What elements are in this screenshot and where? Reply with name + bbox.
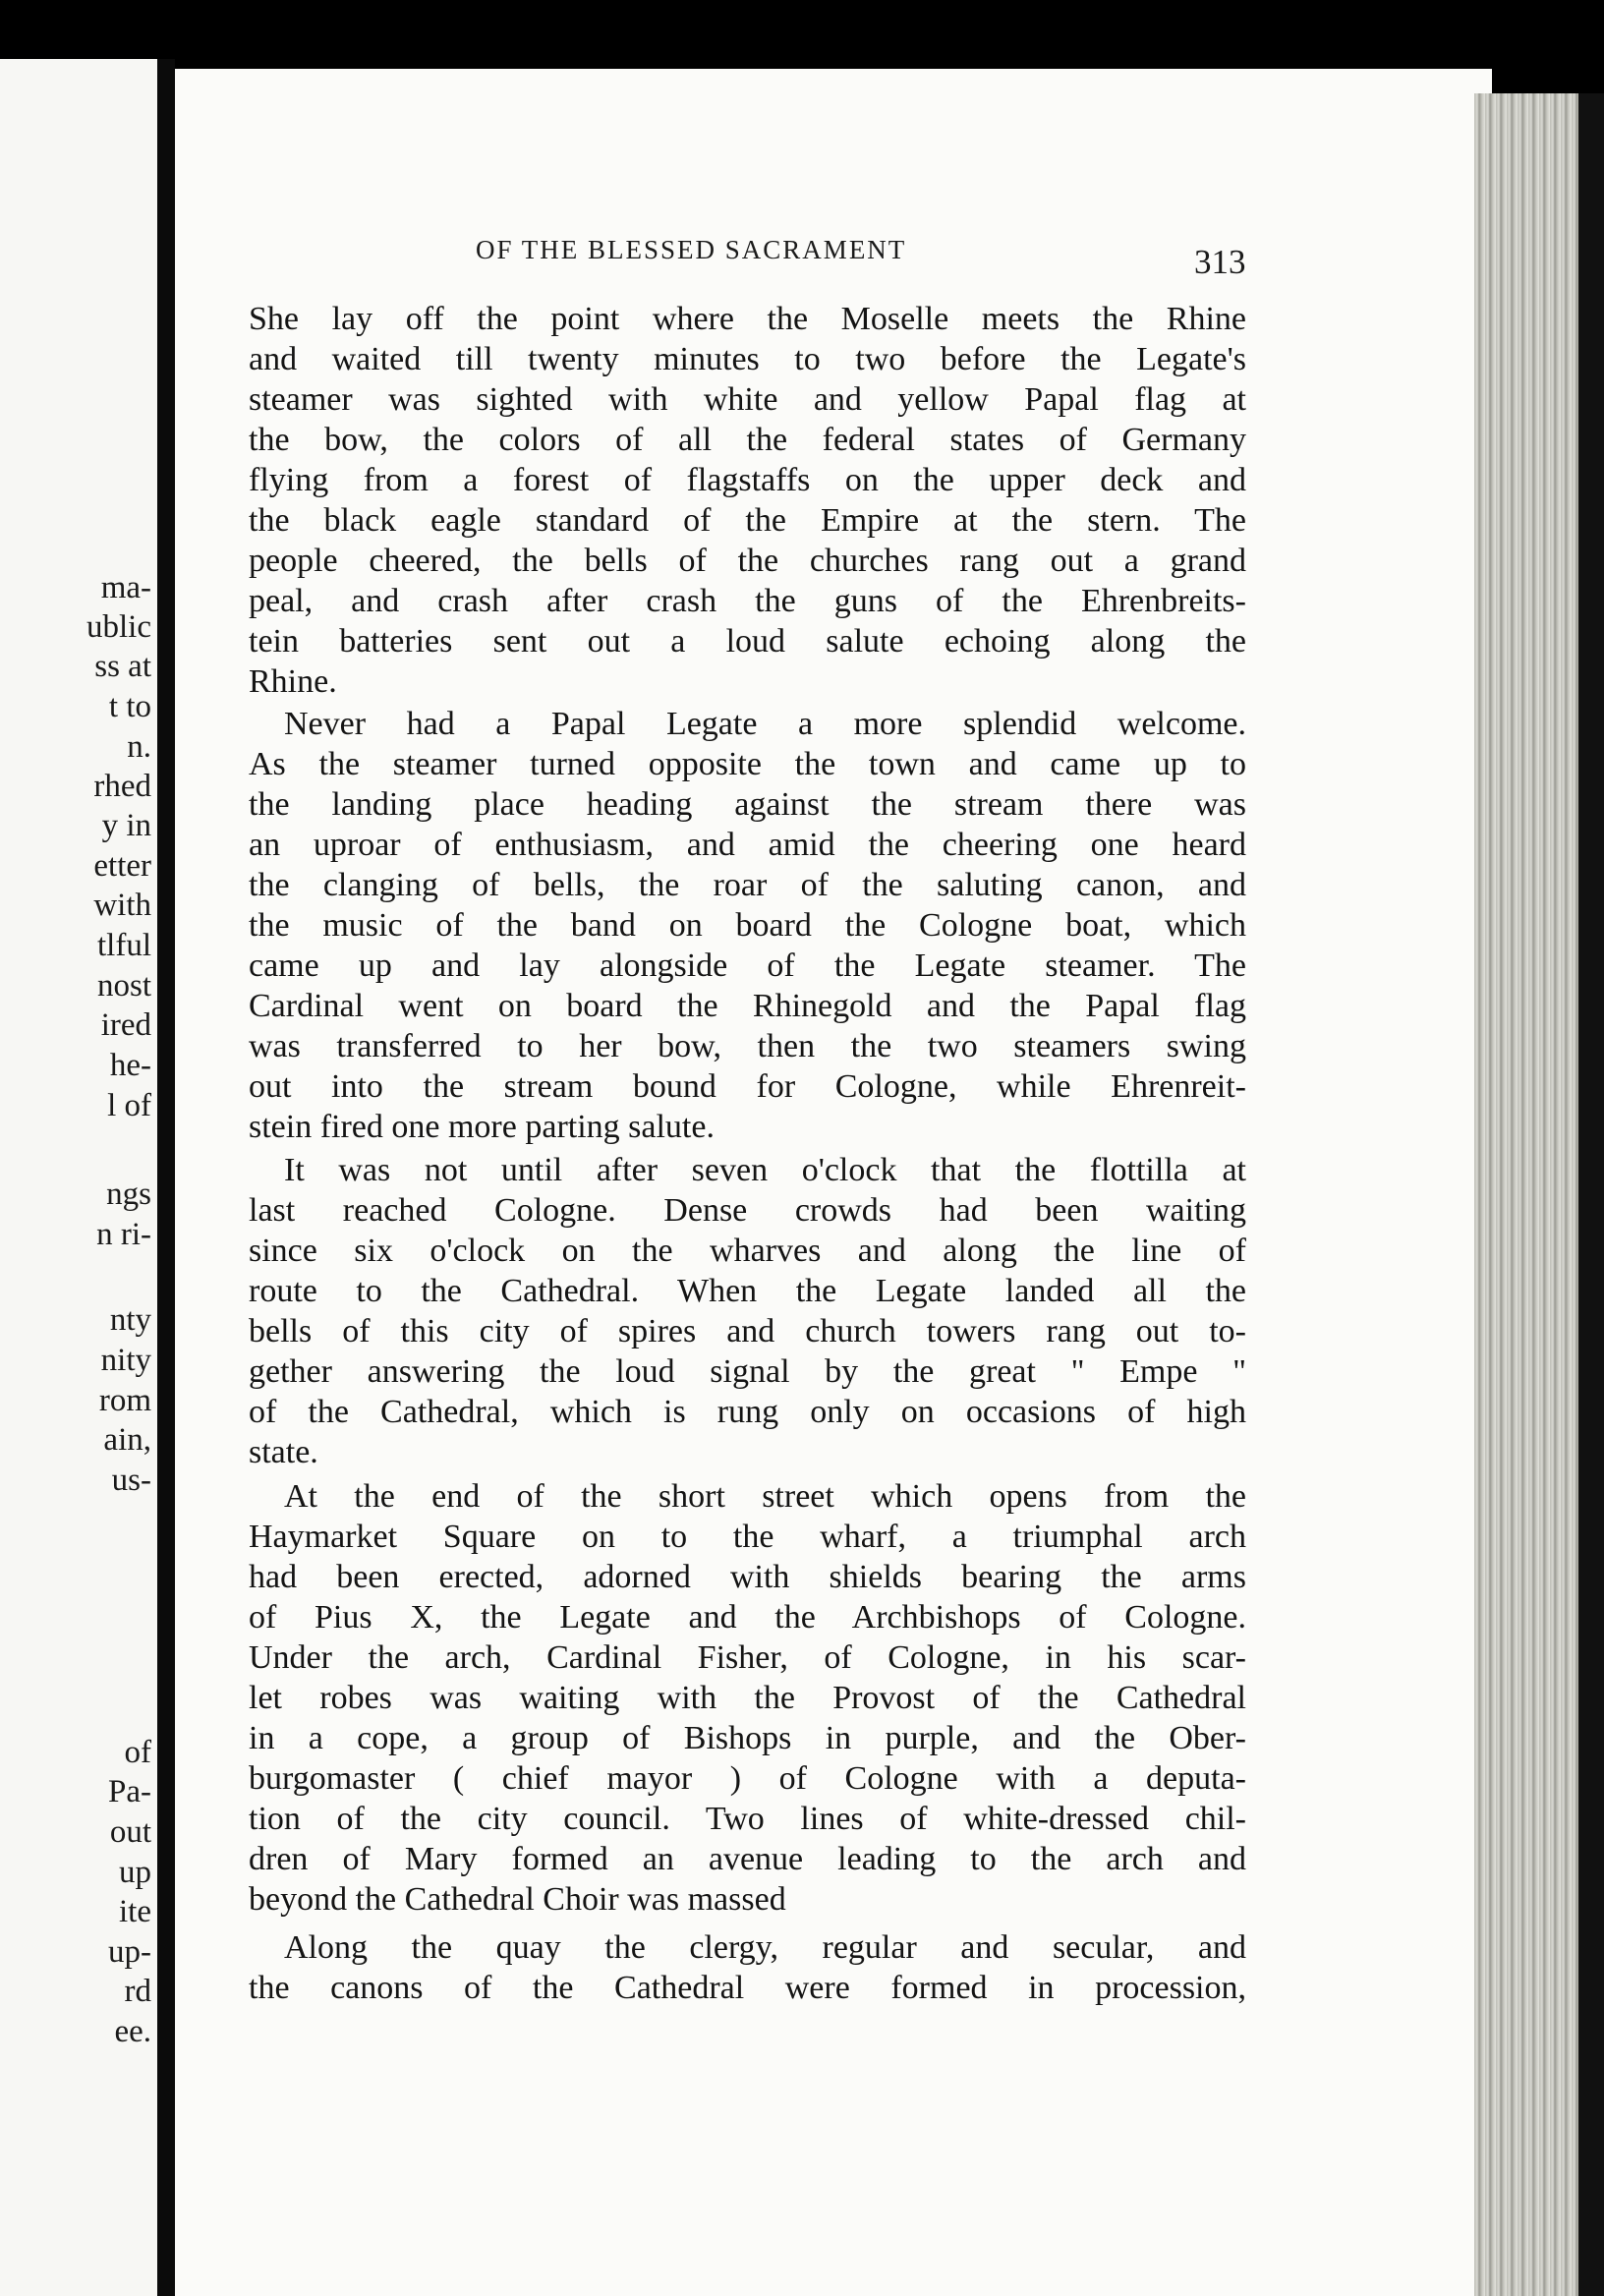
left-page-fragment: of	[124, 1735, 151, 1770]
left-page-fragment: up	[119, 1855, 151, 1890]
left-page-fragment: Pa-	[108, 1774, 151, 1809]
left-page-fragment: rd	[124, 1974, 151, 2009]
text-line: gether answering the loud signal by the great " Empe "	[249, 1353, 1246, 1390]
text-line: state.	[249, 1434, 318, 1470]
left-page-fragment: ublic	[86, 609, 151, 645]
left-page-fragment: t to	[108, 689, 151, 724]
text-line: Along the quay the clergy, regular and secular, and	[284, 1929, 1246, 1966]
left-page-fragment: ite	[119, 1894, 151, 1929]
text-line: last reached Cologne. Dense crowds had been waiting	[249, 1192, 1246, 1229]
text-line: flying from a forest of flagstaffs on the upper deck and	[249, 462, 1246, 498]
left-page-fragment: rhed	[93, 769, 151, 804]
left-page-fragment: ired	[100, 1007, 151, 1043]
text-line: the clanging of bells, the roar of the saluting canon, and	[249, 867, 1246, 903]
text-line: tion of the city council. Two lines of white-dressed chil-	[249, 1801, 1246, 1837]
left-page-fragment: ss at	[94, 649, 151, 684]
left-page-fragment: n.	[127, 729, 151, 765]
text-line: burgomaster ( chief mayor ) of Cologne with a deputa-	[249, 1760, 1246, 1797]
text-line: the black eagle standard of the Empire at the stern. The	[249, 502, 1246, 539]
text-line: was transferred to her bow, then the two steamers swing	[249, 1028, 1246, 1064]
text-line: Haymarket Square on to the wharf, a triumphal arch	[249, 1519, 1246, 1555]
left-page-fragment: nost	[96, 968, 151, 1004]
text-line: route to the Cathedral. When the Legate landed all the	[249, 1273, 1246, 1309]
text-line: It was not until after seven o'clock that the flottilla at	[284, 1152, 1246, 1188]
left-page-fragment: out	[109, 1814, 151, 1850]
text-line: dren of Mary formed an avenue leading to the arch and	[249, 1841, 1246, 1877]
text-line: in a cope, a group of Bishops in purple, and the Ober-	[249, 1720, 1246, 1756]
text-line: since six o'clock on the wharves and along the line of	[249, 1233, 1246, 1269]
text-line: Never had a Papal Legate a more splendid welcome.	[284, 706, 1246, 742]
text-line: steamer was sighted with white and yellow Papal flag at	[249, 381, 1246, 418]
left-page-fragment: y in	[101, 808, 151, 843]
text-line: peal, and crash after crash the guns of the Ehrenbreits-	[249, 583, 1246, 619]
left-page-fragment: he-	[109, 1048, 151, 1083]
page-edges	[1474, 93, 1582, 2296]
previous-page-fragment	[0, 59, 157, 2296]
text-line: Under the arch, Cardinal Fisher, of Cologne, in his scar-	[249, 1639, 1246, 1676]
text-line: the music of the band on board the Cologne boat, which	[249, 907, 1246, 944]
text-line: an uproar of enthusiasm, and amid the cheering one heard	[249, 827, 1246, 863]
left-page-fragment: rom	[98, 1383, 151, 1418]
left-page-fragment: ee.	[114, 2014, 151, 2049]
text-line: let robes was waiting with the Provost of the Cathedral	[249, 1680, 1246, 1716]
text-line: the bow, the colors of all the federal states of Germany	[249, 422, 1246, 458]
book-gutter	[157, 59, 175, 2296]
text-line: beyond the Cathedral Choir was massed	[249, 1881, 786, 1918]
text-line: and waited till twenty minutes to two before the Legate's	[249, 341, 1246, 377]
text-line: had been erected, adorned with shields bearing the arms	[249, 1559, 1246, 1595]
left-page-fragment: ngs	[106, 1177, 151, 1212]
text-line: bells of this city of spires and church towers rang out to-	[249, 1313, 1246, 1349]
text-line: She lay off the point where the Moselle meets the Rhine	[249, 301, 1246, 337]
text-line: At the end of the short street which opens from the	[284, 1478, 1246, 1515]
text-line: stein fired one more parting salute.	[249, 1109, 715, 1145]
text-line: came up and lay alongside of the Legate steamer. The	[249, 947, 1246, 984]
left-page-fragment: ma-	[100, 570, 151, 605]
running-head: OF THE BLESSED SACRAMENT	[476, 235, 907, 264]
left-page-fragment: ain,	[103, 1422, 151, 1458]
text-line: Rhine.	[249, 663, 337, 700]
text-line: tein batteries sent out a loud salute echoing along the	[249, 623, 1246, 660]
page-number: 313	[1194, 243, 1246, 281]
text-line: people cheered, the bells of the churches rang out a grand	[249, 543, 1246, 579]
text-line: of the Cathedral, which is rung only on occasions of high	[249, 1394, 1246, 1430]
left-page-fragment: n ri-	[96, 1217, 151, 1252]
text-line: the canons of the Cathedral were formed in procession,	[249, 1970, 1246, 2006]
page-edges-shadow	[1578, 93, 1604, 2296]
left-page-fragment: nty	[109, 1302, 151, 1338]
left-page-fragment: up-	[108, 1934, 151, 1970]
text-line: the landing place heading against the stream there was	[249, 786, 1246, 823]
left-page-fragment: with	[93, 888, 151, 923]
left-page-fragment: l of	[107, 1088, 151, 1123]
left-page-fragment: tlful	[97, 928, 151, 963]
text-line: out into the stream bound for Cologne, while Ehrenreit-	[249, 1068, 1246, 1105]
text-line: As the steamer turned opposite the town and came up to	[249, 746, 1246, 782]
left-page-fragment: nity	[100, 1343, 151, 1378]
left-page-fragment: us-	[111, 1463, 151, 1498]
text-line: Cardinal went on board the Rhinegold and the Papal flag	[249, 988, 1246, 1024]
text-line: of Pius X, the Legate and the Archbishops of Cologne.	[249, 1599, 1246, 1636]
left-page-fragment: etter	[93, 848, 151, 884]
